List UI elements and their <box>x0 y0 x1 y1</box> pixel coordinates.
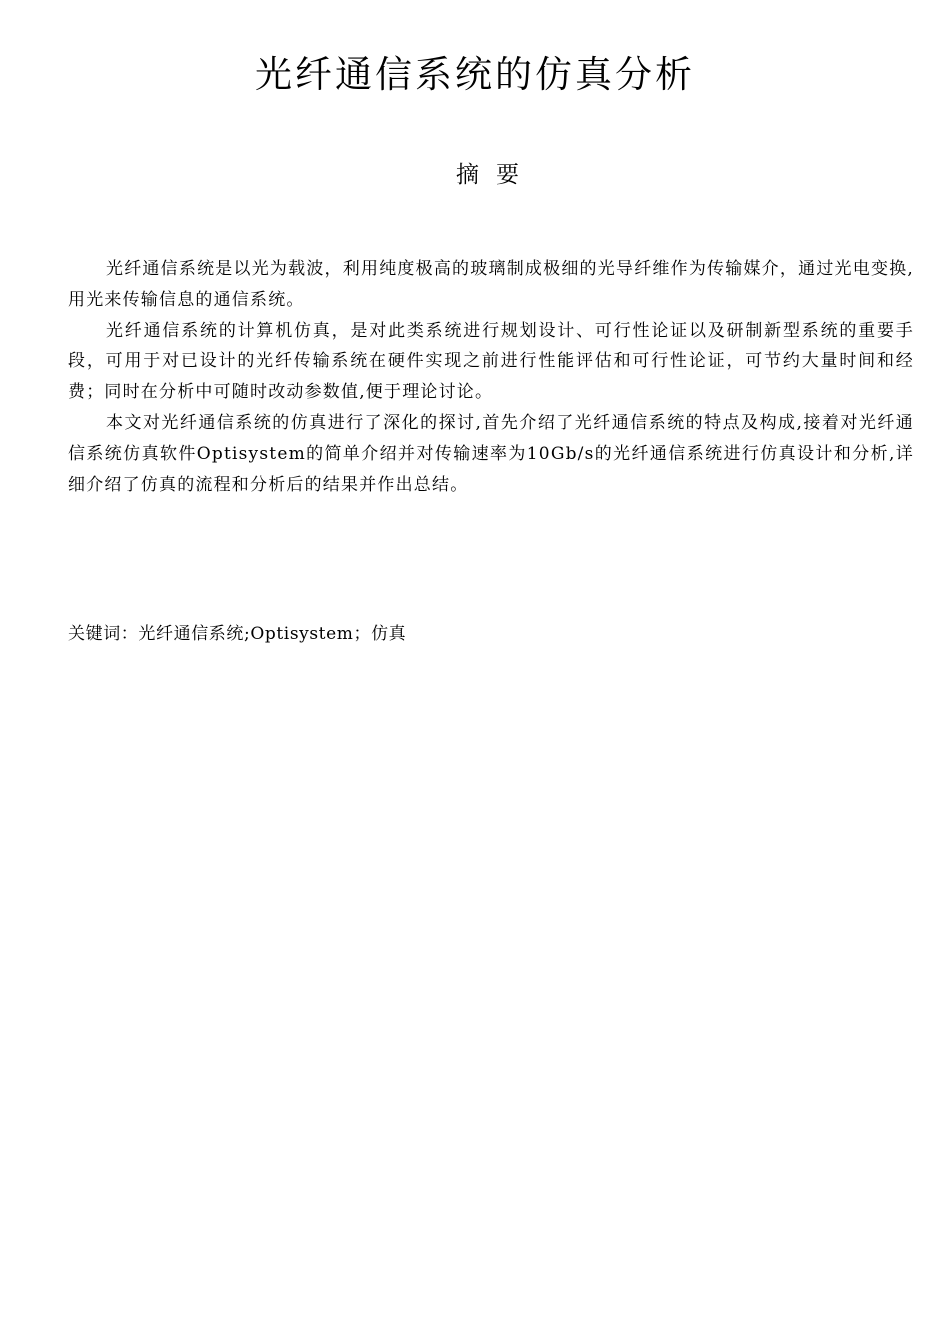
abstract-paragraph-3: 本文对光纤通信系统的仿真进行了深化的探讨,首先介绍了光纤通信系统的特点及构成,接着对光纤通信系统仿真软件Optisystem的简单介绍并对传输速率为10Gb/s的光纤通信系统进行仿真设计和分析,详细介绍了仿真的流程和分析后的结果并作出总结。 <box>68 412 914 495</box>
abstract-body <box>68 254 914 500</box>
abstract-paragraph-2: 光纤通信系统的计算机仿真，是对此类系统进行规划设计、可行性论证以及研制新型系统的重要手段，可用于对已设计的光纤传输系统在硬件实现之前进行性能评估和可行性论证，可节约大量时间和经费；同时在分析中可随时改动参数值,便于理论讨论。 <box>68 320 914 403</box>
abstract-heading-char-1: 摘 <box>456 162 479 188</box>
abstract-heading-char-2: 要 <box>496 162 519 188</box>
abstract-heading <box>0 158 950 192</box>
document-title: 光纤通信系统的仿真分析 <box>255 53 695 96</box>
keywords-line: 关键词：光纤通信系统;Optisystem；仿真 <box>68 624 407 644</box>
abstract-paragraph-1: 光纤通信系统是以光为载波，利用纯度极高的玻璃制成极细的光导纤维作为传输媒介，通过光电变换,用光来传输信息的通信系统。 <box>68 259 914 310</box>
